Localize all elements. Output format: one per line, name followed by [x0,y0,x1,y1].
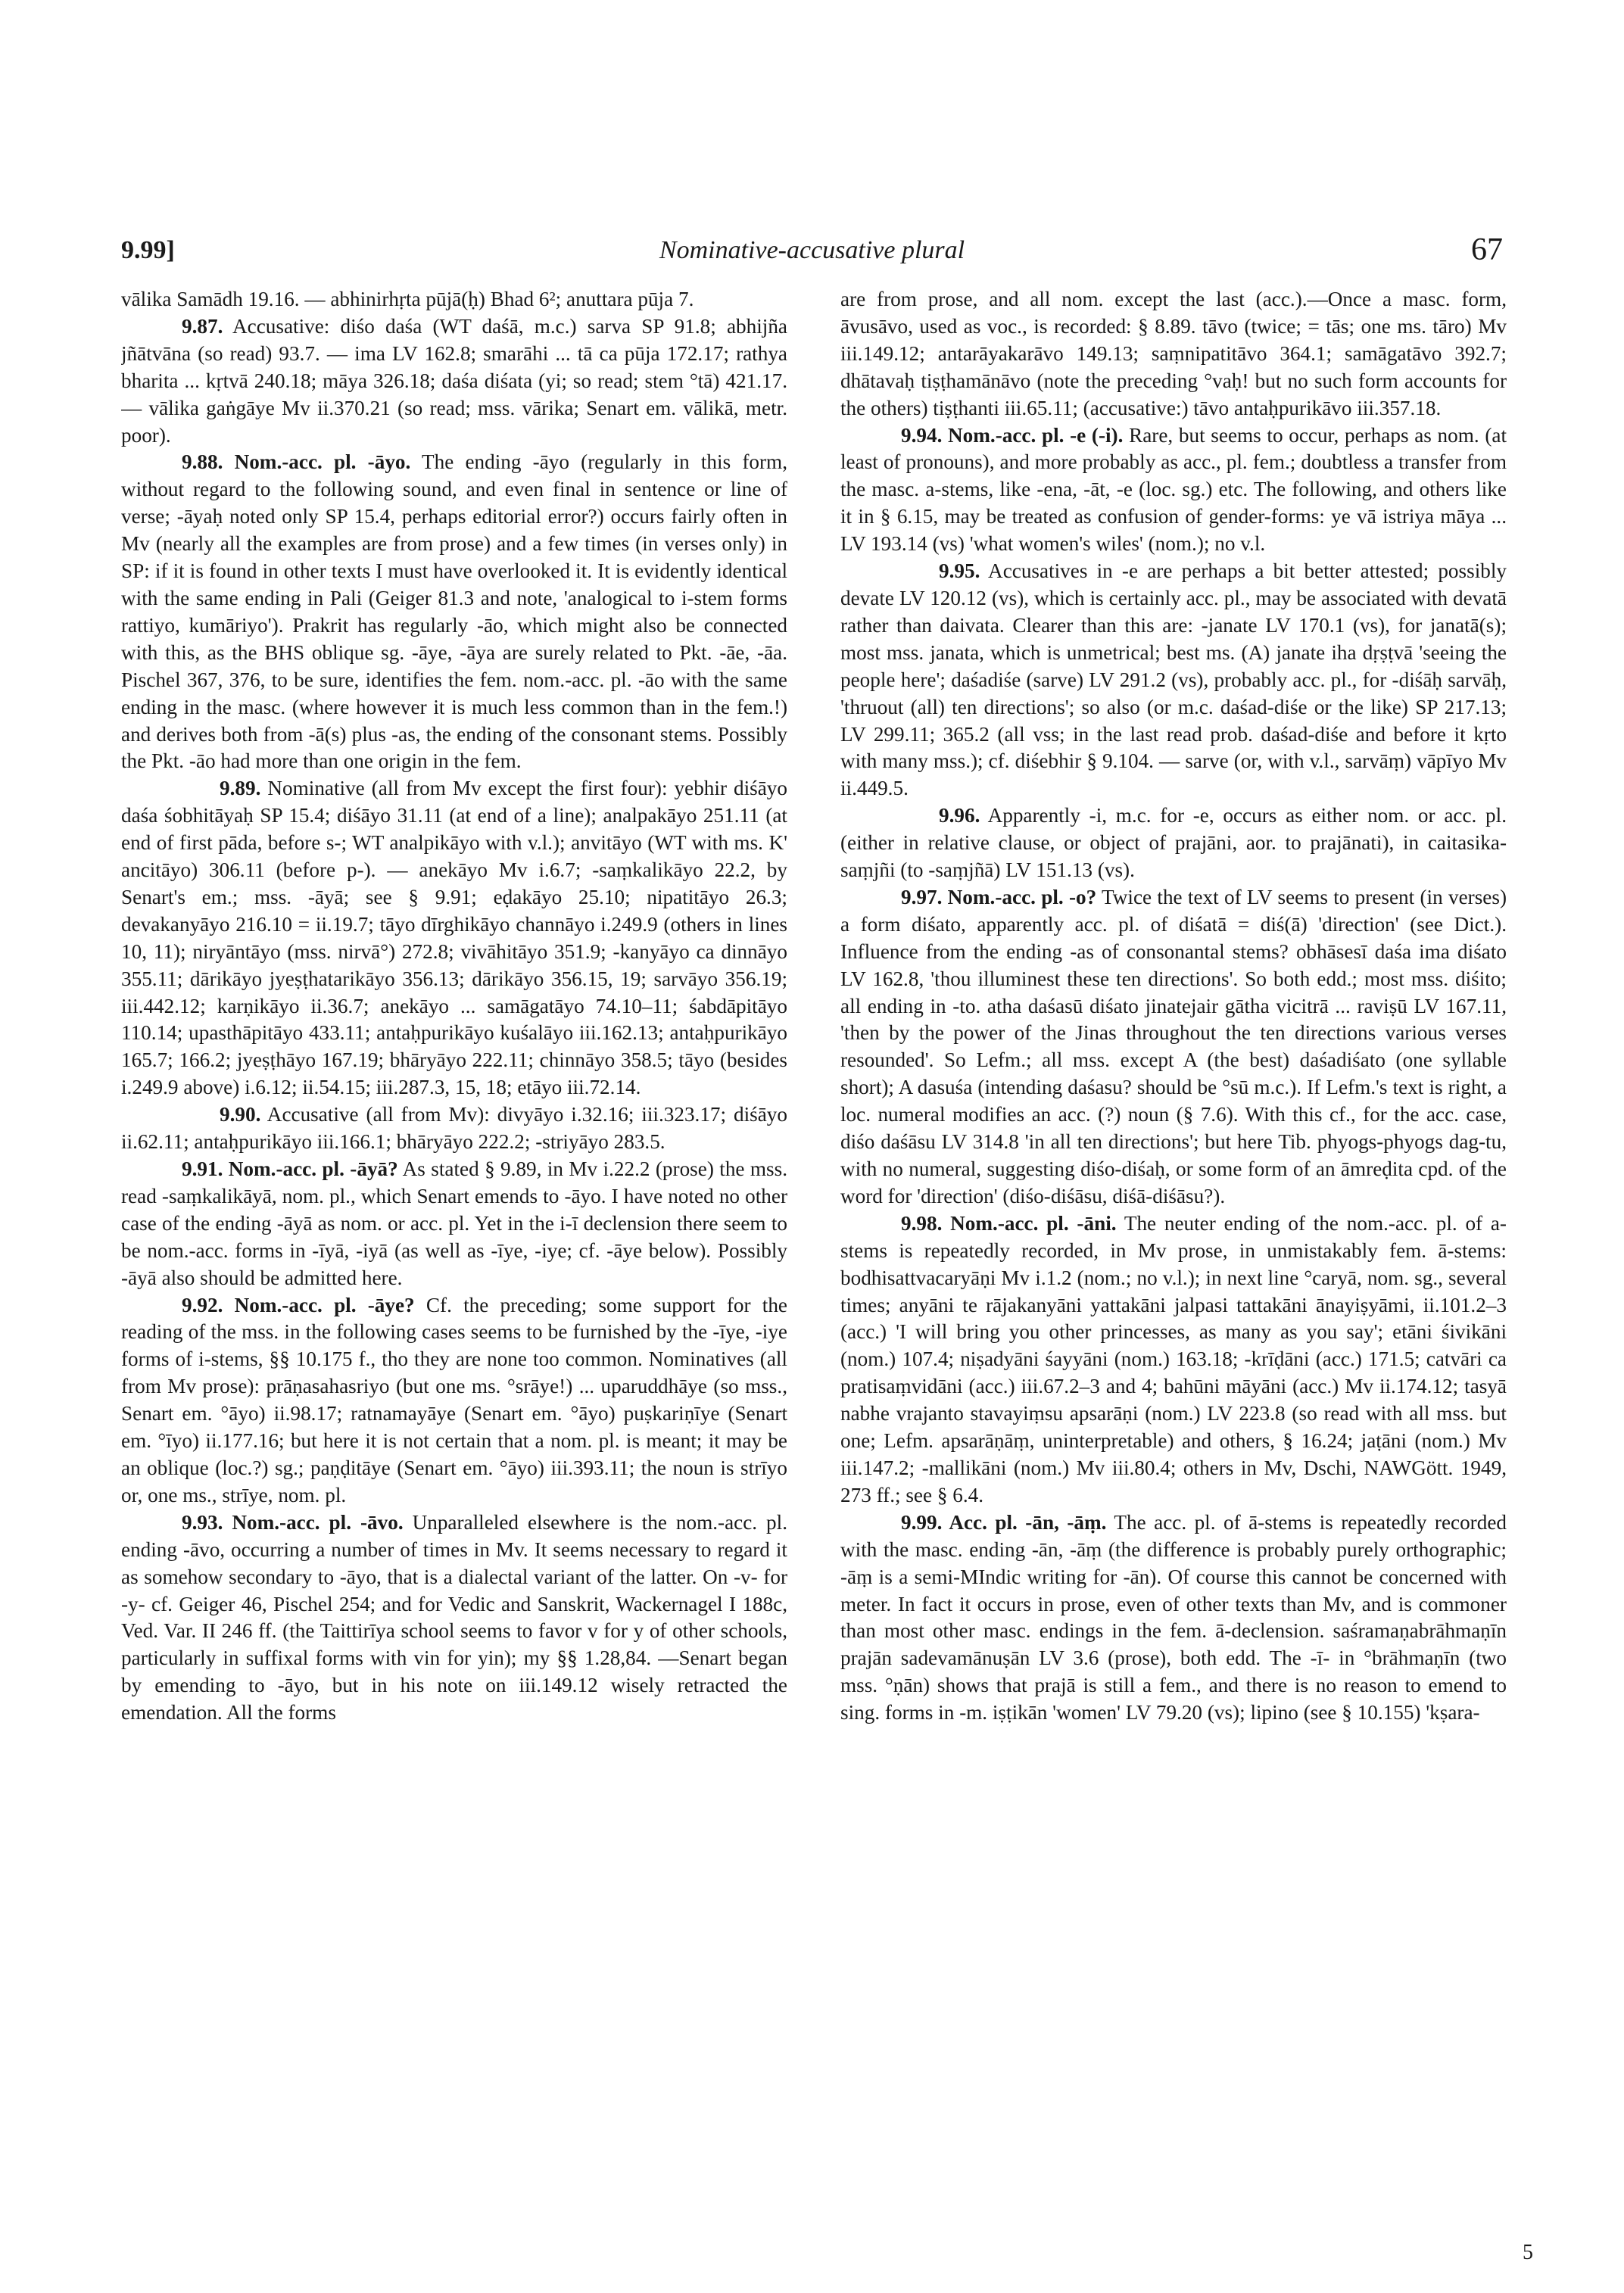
left-column [121,286,787,2194]
section-heading: 9.92. Nom.-acc. pl. -āye? [182,1293,415,1316]
paragraph [840,1509,1507,1727]
section-heading: 9.93. Nom.-acc. pl. -āvo. [182,1510,404,1534]
section-reference: 9.99] [121,236,175,264]
section-heading: 9.95. [939,559,980,583]
section-heading: 9.88. Nom.-acc. pl. -āyo. [182,450,411,474]
paragraph [121,1156,787,1292]
paragraph-text: Accusatives in -e are perhaps a bit better attested; possibly devate LV 120.12 (vs), which is certainly acc. pl., may be associated with devatā rather than daivata. Clearer than this are: -janate LV 170.1 (vs), for janatā(s); most mss. janata, which is unmetrical; best ms. (A) janate iha dṛṣṭvā 'seeing the people here'; daśadiśe (sarve) LV 291.2 (vs), probably acc. pl., for -diśāḥ sarvāḥ, 'thruout (all) ten directions'; so also (or m.c. daśad-diśe or the like) SP 217.13; LV 299.11; 365.2 (all vss; in the last read prob. daśad-diśe and before it kṛto with many mss.); cf. diśebhir § 9.104. — sarve (or, with v.l., sarvāṃ) vāpīyo Mv ii.449.5. [840,559,1507,800]
paragraph [121,286,787,313]
paragraph-text: Twice the text of LV seems to present (in verses) a form diśato, apparently acc. pl. of diśatā = diś(ā) 'direction' (see Dict.). Influence from the ending -as of consonantal stems? obhāsesī daśa ima diśato LV 162.8, 'thou illuminest these ten directions'. So both edd.; most mss. diśito; all ending in -to. atha daśasū diśato jinatejair gātha vicitrā ... raviṣū LV 167.11, 'then by the power of the Jinas throughout the ten directions various verses resounded'. So Lefm.; all mss. except A (the best) daśadiśato (one syllable short); A dasuśa (intending daśasu? should be °sū m.c.). If Lefm.'s text is right, a loc. numeral modifies an acc. (?) noun (§ 7.6). With this cf., for the acc. case, diśo daśāsu LV 314.8 'in all ten directions'; but here Tib. phyogs-phyogs dag-tu, with no numeral, suggesting diśo-diśaḥ, or some form of an āmreḍita cpd. of the word for 'direction' (diśo-diśāsu, diśā-diśāsu?). [840,885,1507,1207]
paragraph-text: Nominative (all from Mv except the first four): yebhir diśāyo daśa śobhitāyaḥ SP 15.4; diśāyo 31.11 (at end of a line); analpakāyo 251.11 (at end of first pāda, before s-; WT analpikāyo with v.l.); anvitāyo (WT with ms. K' ancitāyo) 306.11 (before p-). — anekāyo Mv i.6.7; -saṃkalikāyo 22.2, by Senart's em.; mss. -āyā; see § 9.91; eḍakāyo 25.10; nipatitāyo 26.3; devakanyāyo 216.10 = ii.19.7; tāyo dīrghikāyo channāyo i.249.9 (others in lines 10, 11); niryāntāyo (mss. nirvā°) 272.8; vivāhitāyo 351.9; -kanyāyo ca dinnāyo 355.11; dārikāyo jyeṣṭhatarikāyo 356.13; dārikāyo 356.15, 19; sarvāyo 356.19; iii.442.12; karṇikāyo ii.36.7; anekāyo ... samāgatāyo 74.10–11; śabdāpitāyo 110.14; upasthāpitāyo 433.11; antaḥpurikāyo kuśalāyo iii.162.13; antaḥpurikāyo 165.7; 166.2; jyeṣṭhāyo 167.19; bhāryāyo 222.11; chinnāyo 358.5; tāyo (besides i.249.9 above) i.6.12; ii.54.15; iii.287.3, 15, 18; etāyo iii.72.14. [121,777,787,1099]
paragraph [121,449,787,775]
paragraph [840,558,1507,802]
section-heading: 9.97. Nom.-acc. pl. -o? [901,885,1097,908]
right-column [840,286,1507,2194]
paragraph [121,1101,787,1156]
running-head [121,232,1503,282]
paragraph-text: vālika Samādh 19.16. — abhinirhṛta pūjā(ḥ) Bhad 6²; anuttara pūja 7. [121,288,694,310]
paragraph-text: The ending -āyo (regularly in this form, without regard to the following sound, and even final in sentence or line of verse; -āyaḥ noted only SP 15.4, perhaps editorial error?) occurs fairly often in Mv (nearly all the examples are from prose) and a few times (in verses only) in SP: if it is found in other texts I must have overlooked it. It is evidently identical with the same ending in Pali (Geiger 81.3 and note, 'analogical to i-stem forms rattiyo, kumāriyo'). Prakrit has regularly -āo, which might also be connected with this, as the BHS oblique sg. -āye, -āya are surely related to Pkt. -āe, -āa. Pischel 367, 376, to be sure, identifies the fem. nom.-acc. pl. -āo with the same ending in the masc. (where however it is much less common than in the fem.!) and derives both from -ā(s) plus -as, the ending of the consonant stems. Possibly the Pkt. -āo had more than one origin in the fem. [121,450,787,773]
paragraph-text: Apparently -i, m.c. for -e, occurs as either nom. or acc. pl. (either in relative clause, or object of prajāni, aor. to prajānati), in caitasika-saṃjñi (to -saṃjñā) LV 151.13 (vs). [840,804,1507,882]
paragraph [840,422,1507,559]
paragraph [840,1210,1507,1509]
paragraph [840,802,1507,884]
paragraph [121,1292,787,1509]
section-heading: 9.96. [939,804,980,827]
paragraph-text: Cf. the preceding; some support for the reading of the mss. in the following cases seems to be furnished by the -īye, -iye forms of i-stems, §§ 10.175 f., tho they are none too common. Nominatives (all from Mv prose): prāṇasahasriyo (but one ms. °srāye!) ... uparuddhāye (so mss., Senart em. °āyo) ii.98.17; ratnamayāye (Senart em. °āyo) puṣkariṇīye (Senart em. °īyo) ii.177.16; but here it is not certain that a nom. pl. is meant; it may be an oblique (loc.?) sg.; paṇḍitāye (Senart em. °āyo) iii.393.11; the noun is strīyo or, one ms., strīye, nom. pl. [121,1293,787,1506]
paragraph-text: Accusative: diśo daśa (WT daśā, m.c.) sarva SP 91.8; abhijña jñātvāna (so read) 93.7. — ima LV 162.8; smarāhi ... tā ca pūja 172.17; rathya bharita ... kṛtvā 240.18; māya 326.18; daśa diśata (yi; so read; stem °tā) 421.17. — vālika gaṅgāye Mv ii.370.21 (so read; mss. vārika; Senart em. vālikā, metr. poor). [121,314,787,447]
page-number: 67 [1471,232,1503,267]
paragraph [121,775,787,1101]
paragraph-text: The neuter ending of the nom.-acc. pl. of a-stems is repeatedly recorded, in Mv prose, in unmistakably fem. ā-stems: bodhisattvacaryāṇi Mv i.1.2 (nom.; no v.l.); in next line °caryā, nom. sg., several times; anyāni te rājakanyāni yattakāni jalpasi tattakāni ānayiṣyāmi, ii.101.2–3 (acc.) 'I will bring you other princesses, as many as you say'; etāni śivikāni (nom.) 107.4; niṣadyāni śayyāni (nom.) 163.18; -krīḍāni (acc.) 171.5; catvāri ca pratisaṃvidāni (acc.) iii.67.2–3 and 4; bahūni māyāni (acc.) Mv ii.174.12; tasyā nabhe vrajanto stavayiṃsu apsarāṇi (nom.) LV 223.8 (so read with all mss. but one; Lefm. apsarāṇāṃ, uninterpretable) and others, § 16.24; jaṭāni (nom.) Mv iii.147.2; -mallikāni (nom.) Mv iii.80.4; others in Mv, Dschi, NAWGött. 1949, 273 ff.; see § 6.4. [840,1211,1507,1506]
section-heading: 9.87. [182,314,223,338]
paragraph [121,1509,787,1727]
section-heading: 9.91. Nom.-acc. pl. -āyā? [182,1157,398,1180]
paragraph-text: As stated § 9.89, in Mv i.22.2 (prose) the mss. read -saṃkalikāyā, nom. pl., which Senart emends to -āyo. I have noted no other case of the ending -āyā as nom. or acc. pl. Yet in the i-ī declension there seem to be nom.-acc. forms in -īyā, -iyā (as well as -īye, -iye; cf. -āye below). Possibly -āyā also should be admitted here. [121,1157,787,1289]
paragraph [121,313,787,450]
section-heading: 9.98. Nom.-acc. pl. -āni. [901,1211,1117,1235]
paragraph [840,884,1507,1210]
text-columns [121,286,1507,2194]
section-heading: 9.89. [220,777,261,800]
paragraph-text: The acc. pl. of ā-stems is repeatedly recorded with the masc. ending -ān, -āṃ (the difference is probably purely orthographic; -āṃ is a semi-MIndic writing for -ān). Of course this cannot be concerned with meter. In fact it occurs in prose, even of other texts than Mv, and is commoner than most other masc. endings in the fem. ā-declension. saśramaṇabrāhmaṇīn prajān sadevamānuṣān LV 3.6 (prose), both edd. The -ī- in °brāhmaṇīn (two mss. °ṇān) shows that prajā is still a fem., and there is no reason to emend to sing. forms in -m. iṣṭikān 'women' LV 79.20 (vs); lipino (see § 10.155) 'kṣara- [840,1510,1507,1724]
paragraph [840,286,1507,422]
paragraph-text: Rare, but seems to occur, perhaps as nom. (at least of pronouns), and more probably as acc., pl. fem.; doubtless a transfer from the masc. a-stems, like -ena, -āt, -e (loc. sg.) etc. The following, and others like it in § 6.15, may be treated as confusion of gender-forms: ye vā istriya māya ... LV 193.14 (vs) 'what women's wiles' (nom.); no v.l. [840,423,1507,556]
signature-mark: 5 [1523,2241,1533,2264]
section-heading: 9.90. [220,1103,261,1126]
paragraph-text: Unparalleled elsewhere is the nom.-acc. pl. ending -āvo, occurring a number of times in Mv. It seems necessary to regard it as somehow secondary to -āyo, that is a dialectal variant of the latter. On -v- for -y- cf. Geiger 46, Pischel 254; and for Vedic and Sanskrit, Wackernagel I 188c, Ved. Var. II 246 ff. (the Taittirīya school seems to favor v for y of other schools, particularly in suffixal forms with vin for yin); my §§ 1.28,84. —Senart began by emending to -āyo, but in his note on iii.149.12 wisely retracted the emendation. All the forms [121,1510,787,1724]
section-heading: 9.99. Acc. pl. -ān, -āṃ. [901,1510,1107,1534]
paragraph-text: are from prose, and all nom. except the last (acc.).—Once a masc. form, āvusāvo, used as voc., is recorded: § 8.89. tāvo (twice; = tās; one ms. tāro) Mv iii.149.12; antarāyakarāvo 149.13; saṃnipatitāvo 364.1; samāgatāvo 392.7; dhātavaḥ tiṣṭhamānāvo (note the preceding °vaḥ! but no such form accounts for the others) tiṣṭhanti iii.65.11; (accusative:) tāvo antaḥpurikāvo iii.357.18. [840,288,1507,419]
paragraph-text: Accusative (all from Mv): divyāyo i.32.16; iii.323.17; diśāyo ii.62.11; antaḥpurikāyo iii.166.1; bhāryāyo 222.2; -striyāyo 283.5. [121,1103,787,1154]
section-heading: 9.94. Nom.-acc. pl. -e (-i). [901,423,1124,447]
running-title: Nominative-accusative plural [659,236,965,264]
